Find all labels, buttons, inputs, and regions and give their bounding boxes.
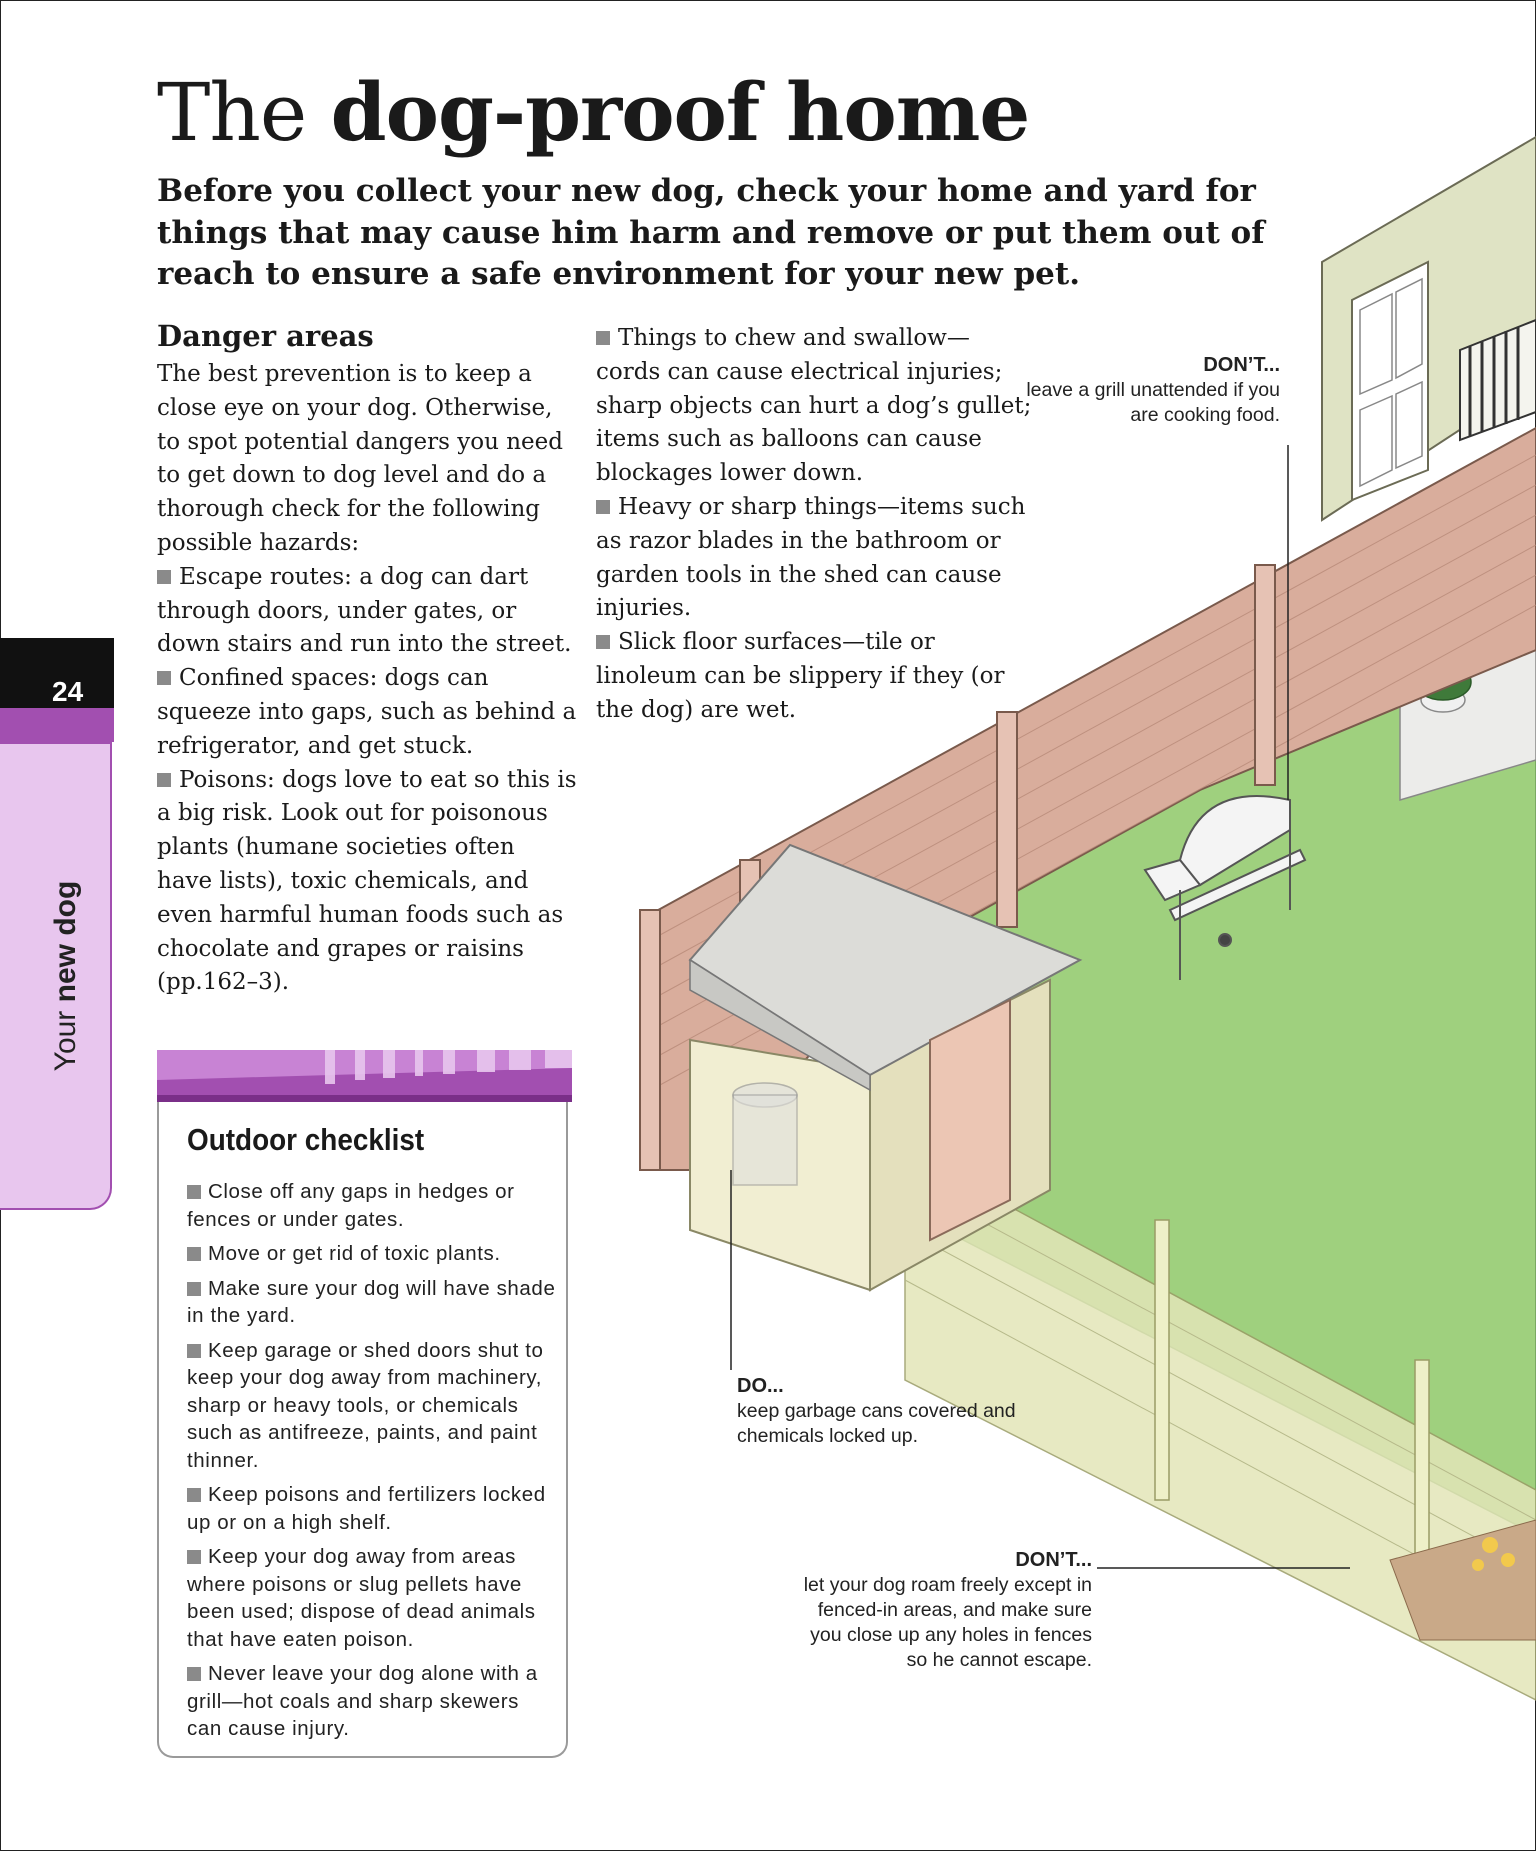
outdoor-checklist-box — [157, 1050, 568, 1758]
page-number: 24 — [52, 676, 84, 707]
section-label: Your new dog — [49, 880, 82, 1072]
tab-body — [0, 742, 112, 1210]
house-door — [1352, 262, 1428, 500]
bullet-square-icon — [187, 1282, 201, 1296]
danger-heading: Danger areas — [157, 319, 374, 353]
danger-column-right — [596, 322, 1036, 728]
danger-bullet: Slick floor surfaces—tile or linoleum can be slippery if they (or the dog) are wet. — [596, 629, 1005, 723]
tab-accent-bar — [0, 708, 114, 742]
bullet-square-icon — [157, 570, 171, 584]
bullet-square-icon — [187, 1667, 201, 1681]
bullet-square-icon — [187, 1488, 201, 1502]
page-title: The dog-proof home — [157, 65, 1030, 159]
danger-column-left — [157, 314, 577, 1000]
checklist-title: Outdoor checklist — [187, 1122, 425, 1157]
checklist-header-stripe — [157, 1050, 572, 1102]
bullet-square-icon — [596, 635, 610, 649]
callout-heading: DO... — [737, 1375, 784, 1397]
callout-text: leave a grill unattended if you are cooking food. — [1026, 379, 1280, 426]
bullet-square-icon — [187, 1550, 201, 1564]
danger-bullet: Heavy or sharp things—items such as razor blades in the bathroom or garden tools in the shed can cause injuries. — [596, 493, 1026, 622]
intro-paragraph: Before you collect your new dog, check your home and yard for things that may cause him harm and remove or put them out of reach to ensure a safe environment for your new pet. — [157, 173, 1265, 292]
list-item: Keep poisons and fertilizers locked up or on a high shelf. — [187, 1483, 546, 1534]
list-item: Never leave your dog alone with a grill—hot coals and sharp skewers can cause injury. — [187, 1662, 538, 1740]
list-item: Move or get rid of toxic plants. — [187, 1240, 559, 1268]
list-item: Close off any gaps in hedges or fences or under gates. — [187, 1180, 515, 1231]
bullet-square-icon — [596, 331, 610, 345]
danger-bullet: Things to chew and swallow— cords can cause electrical injuries; sharp objects can hurt a dog’s gullet; items such as balloons can cause blockages lower down. — [596, 325, 1032, 487]
danger-bullet: Escape routes: a dog can dart through doors, under gates, or down stairs and run into the street. — [157, 563, 572, 658]
callout-grill — [1000, 353, 1280, 428]
bullet-square-icon — [596, 500, 610, 514]
page-title-bold: dog-proof home — [330, 65, 1030, 159]
list-item: Keep your dog away from areas where poisons or slug pellets have been used; dispose of dead animals that have eaten poison. — [187, 1545, 536, 1651]
checklist-items — [187, 1178, 559, 1750]
callout-roam — [792, 1548, 1092, 1673]
callout-heading: DON’T... — [1015, 1549, 1092, 1571]
bullet-square-icon — [187, 1344, 201, 1358]
danger-bullet: Poisons: dogs love to eat so this is a big risk. Look out for poisonous plants (humane societies often have lists), toxic chemicals, and even harmful human foods such as chocolate and grapes or raisins (pp.162–3). — [157, 766, 577, 996]
page-number-box — [0, 638, 114, 708]
section-tab — [0, 638, 114, 1211]
list-item: Make sure your dog will have shade in the yard. — [187, 1276, 556, 1327]
bullet-square-icon — [157, 773, 171, 787]
callout-text: let your dog roam freely except in fenced-in areas, and make sure you close up any holes in fences so he cannot escape. — [803, 1574, 1092, 1671]
bullet-square-icon — [187, 1185, 201, 1199]
callout-heading: DON’T... — [1203, 354, 1280, 376]
callout-garbage — [737, 1374, 1057, 1449]
list-item: Keep garage or shed doors shut to keep your dog away from machinery, sharp or heavy tools, or chemicals such as antifreeze, paints, and paint thinner. — [187, 1338, 544, 1472]
bullet-square-icon — [157, 671, 171, 685]
danger-intro: The best prevention is to keep a close eye on your dog. Otherwise, to spot potential dangers you need to get down to dog level and do a thorough check for the following possible hazards: — [157, 361, 563, 556]
callout-text: keep garbage cans covered and chemicals locked up. — [737, 1400, 1016, 1447]
bullet-square-icon — [187, 1247, 201, 1261]
danger-bullet: Confined spaces: dogs can squeeze into gaps, such as behind a refrigerator, and get stuck. — [157, 665, 577, 759]
